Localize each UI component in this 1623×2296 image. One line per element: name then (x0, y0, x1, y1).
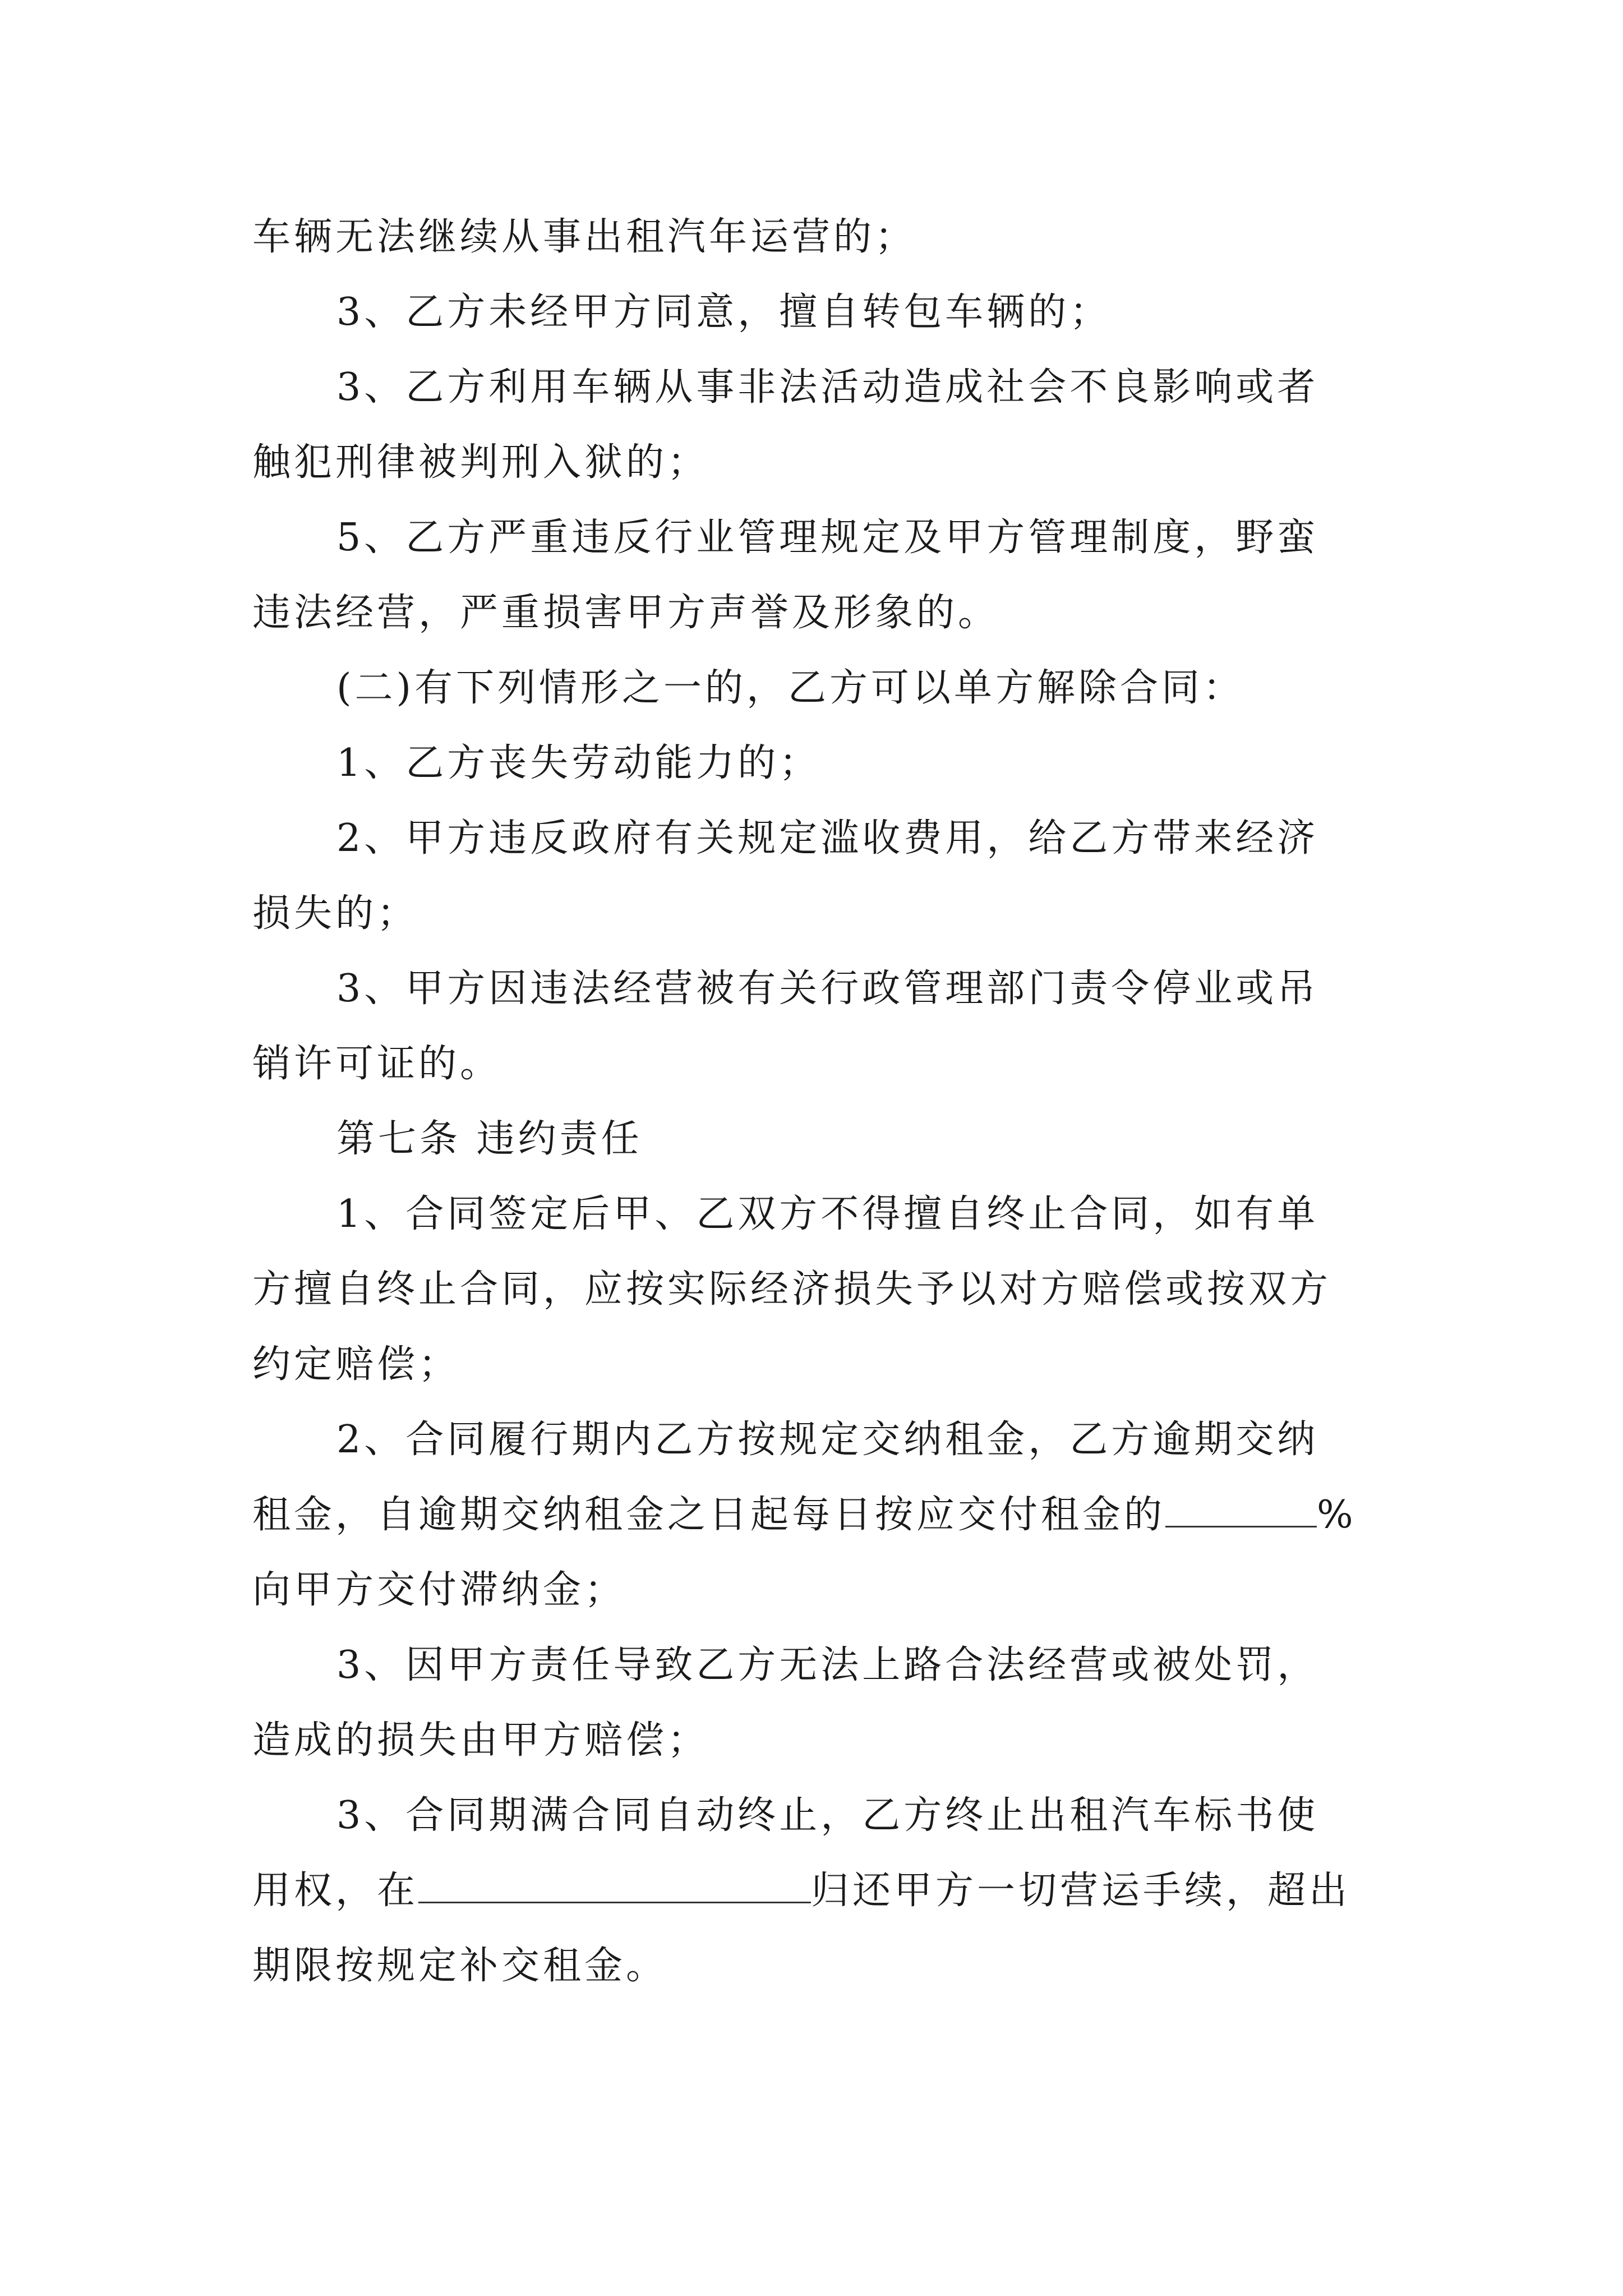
text-line: 向甲方交付滞纳金； (252, 1568, 626, 1612)
text-line: 触犯刑律被判刑入狱的； (252, 440, 709, 485)
text-line: 期限按规定补交租金。 (252, 1944, 668, 1988)
text-line: 1、乙方丧失劳动能力的； (336, 741, 821, 785)
text-line: 销许可证的。 (252, 1042, 502, 1086)
fill-in-blank[interactable] (418, 1868, 811, 1903)
text-line: 3、乙方未经甲方同意，擅自转包车辆的； (336, 290, 1112, 334)
fill-in-blank[interactable] (1165, 1492, 1317, 1527)
text-line: 违法经营，严重损害甲方声誉及形象的。 (252, 591, 1000, 635)
text-line: 约定赔偿； (252, 1342, 460, 1387)
text-line: 2、合同履行期内乙方按规定交纳租金，乙方逾期交纳 (336, 1418, 1319, 1462)
text-line: 3、合同期满合同自动终止，乙方终止出租汽车标书使 (336, 1793, 1319, 1838)
text-line: 造成的损失由甲方赔偿； (252, 1718, 709, 1763)
text-line: 1、合同签定后甲、乙双方不得擅自终止合同，如有单 (336, 1192, 1319, 1236)
text-line: 5、乙方严重违反行业管理规定及甲方管理制度，野蛮 (336, 516, 1319, 560)
text-segment: 归还甲方一切营运手续，超出 (811, 1869, 1351, 1913)
text-line: 3、因甲方责任导致乙方无法上路合法经营或被处罚， (336, 1643, 1319, 1687)
text-line: 3、乙方利用车辆从事非法活动造成社会不良影响或者 (336, 365, 1319, 409)
text-line: (二)有下列情形之一的，乙方可以单方解除合同： (336, 666, 1245, 710)
text-segment: 租金，自逾期交纳租金之日起每日按应交付租金的 (252, 1493, 1166, 1537)
text-line (252, 1487, 1357, 1543)
text-line (252, 1863, 1350, 1919)
percent-sign: % (1317, 1493, 1357, 1537)
text-line: 2、甲方违反政府有关规定滥收费用，给乙方带来经济 (336, 816, 1319, 861)
text-line: 3、甲方因违法经营被有关行政管理部门责令停业或吊 (336, 967, 1319, 1011)
section-heading: 第七条 违约责任 (336, 1117, 643, 1161)
text-line: 损失的； (252, 891, 419, 936)
text-line: 方擅自终止合同，应按实际经济损失予以对方赔偿或按双方 (252, 1267, 1332, 1312)
text-line: 车辆无法继续从事出租汽年运营的； (252, 215, 917, 259)
text-segment: 用权，在 (252, 1869, 419, 1913)
